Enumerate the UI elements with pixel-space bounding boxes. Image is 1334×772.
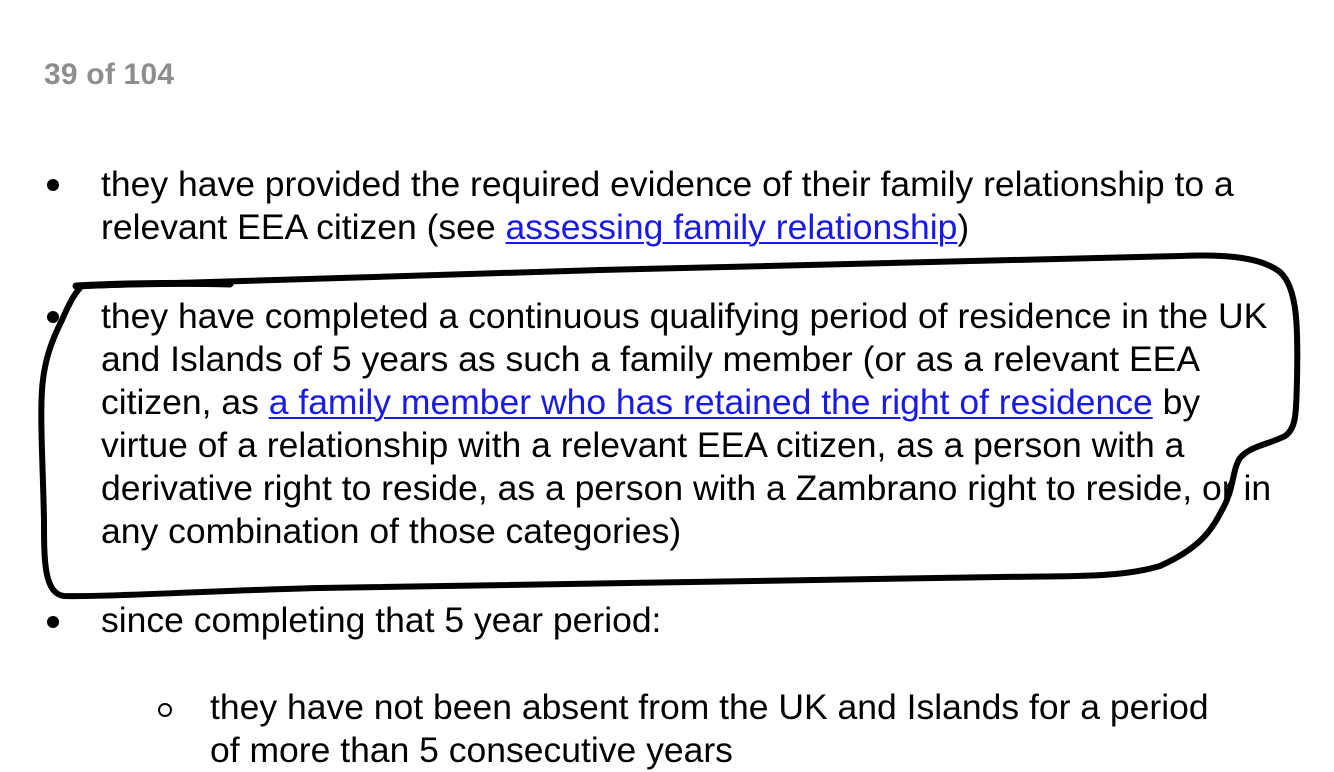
- link-retained-right-of-residence[interactable]: a family member who has retained the right of residence: [268, 382, 1153, 422]
- bullet-2: [47, 311, 59, 323]
- bullet-3: [47, 616, 59, 628]
- page-counter: 39 of 104: [44, 58, 175, 91]
- item-1-text-before: they have provided the required evidence of their family relationship to a relevant EEA citizen (see: [101, 164, 1234, 247]
- list-item-evidence: [101, 163, 1291, 249]
- item-2-text-before: they have completed a continuous qualifying period of residence in the UK and Islands of 5 years as such a family member (or as a relevant EEA citizen, as: [101, 296, 1268, 422]
- list-item-since-completing: [101, 599, 1291, 642]
- link-assessing-family-relationship[interactable]: assessing family relationship: [505, 207, 958, 247]
- sub-item-1-text-line2: of more than 5 consecutive years: [210, 730, 733, 770]
- item-2-text-after: by virtue of a relationship with a relevant EEA citizen, as a person with a derivative right to reside, as a person with a Zambrano right to reside, or in any combination of those categories): [101, 382, 1272, 551]
- bullet-1: [47, 179, 59, 191]
- sub-bullet-1: [158, 703, 172, 717]
- sub-item-1-text: they have not been absent from the UK and Islands for a period: [210, 687, 1209, 727]
- sub-list-item-absence: [210, 686, 1310, 772]
- item-3-text: since completing that 5 year period:: [101, 600, 662, 640]
- item-1-text-after: ): [957, 207, 970, 247]
- list-item-qualifying-period: [101, 295, 1291, 553]
